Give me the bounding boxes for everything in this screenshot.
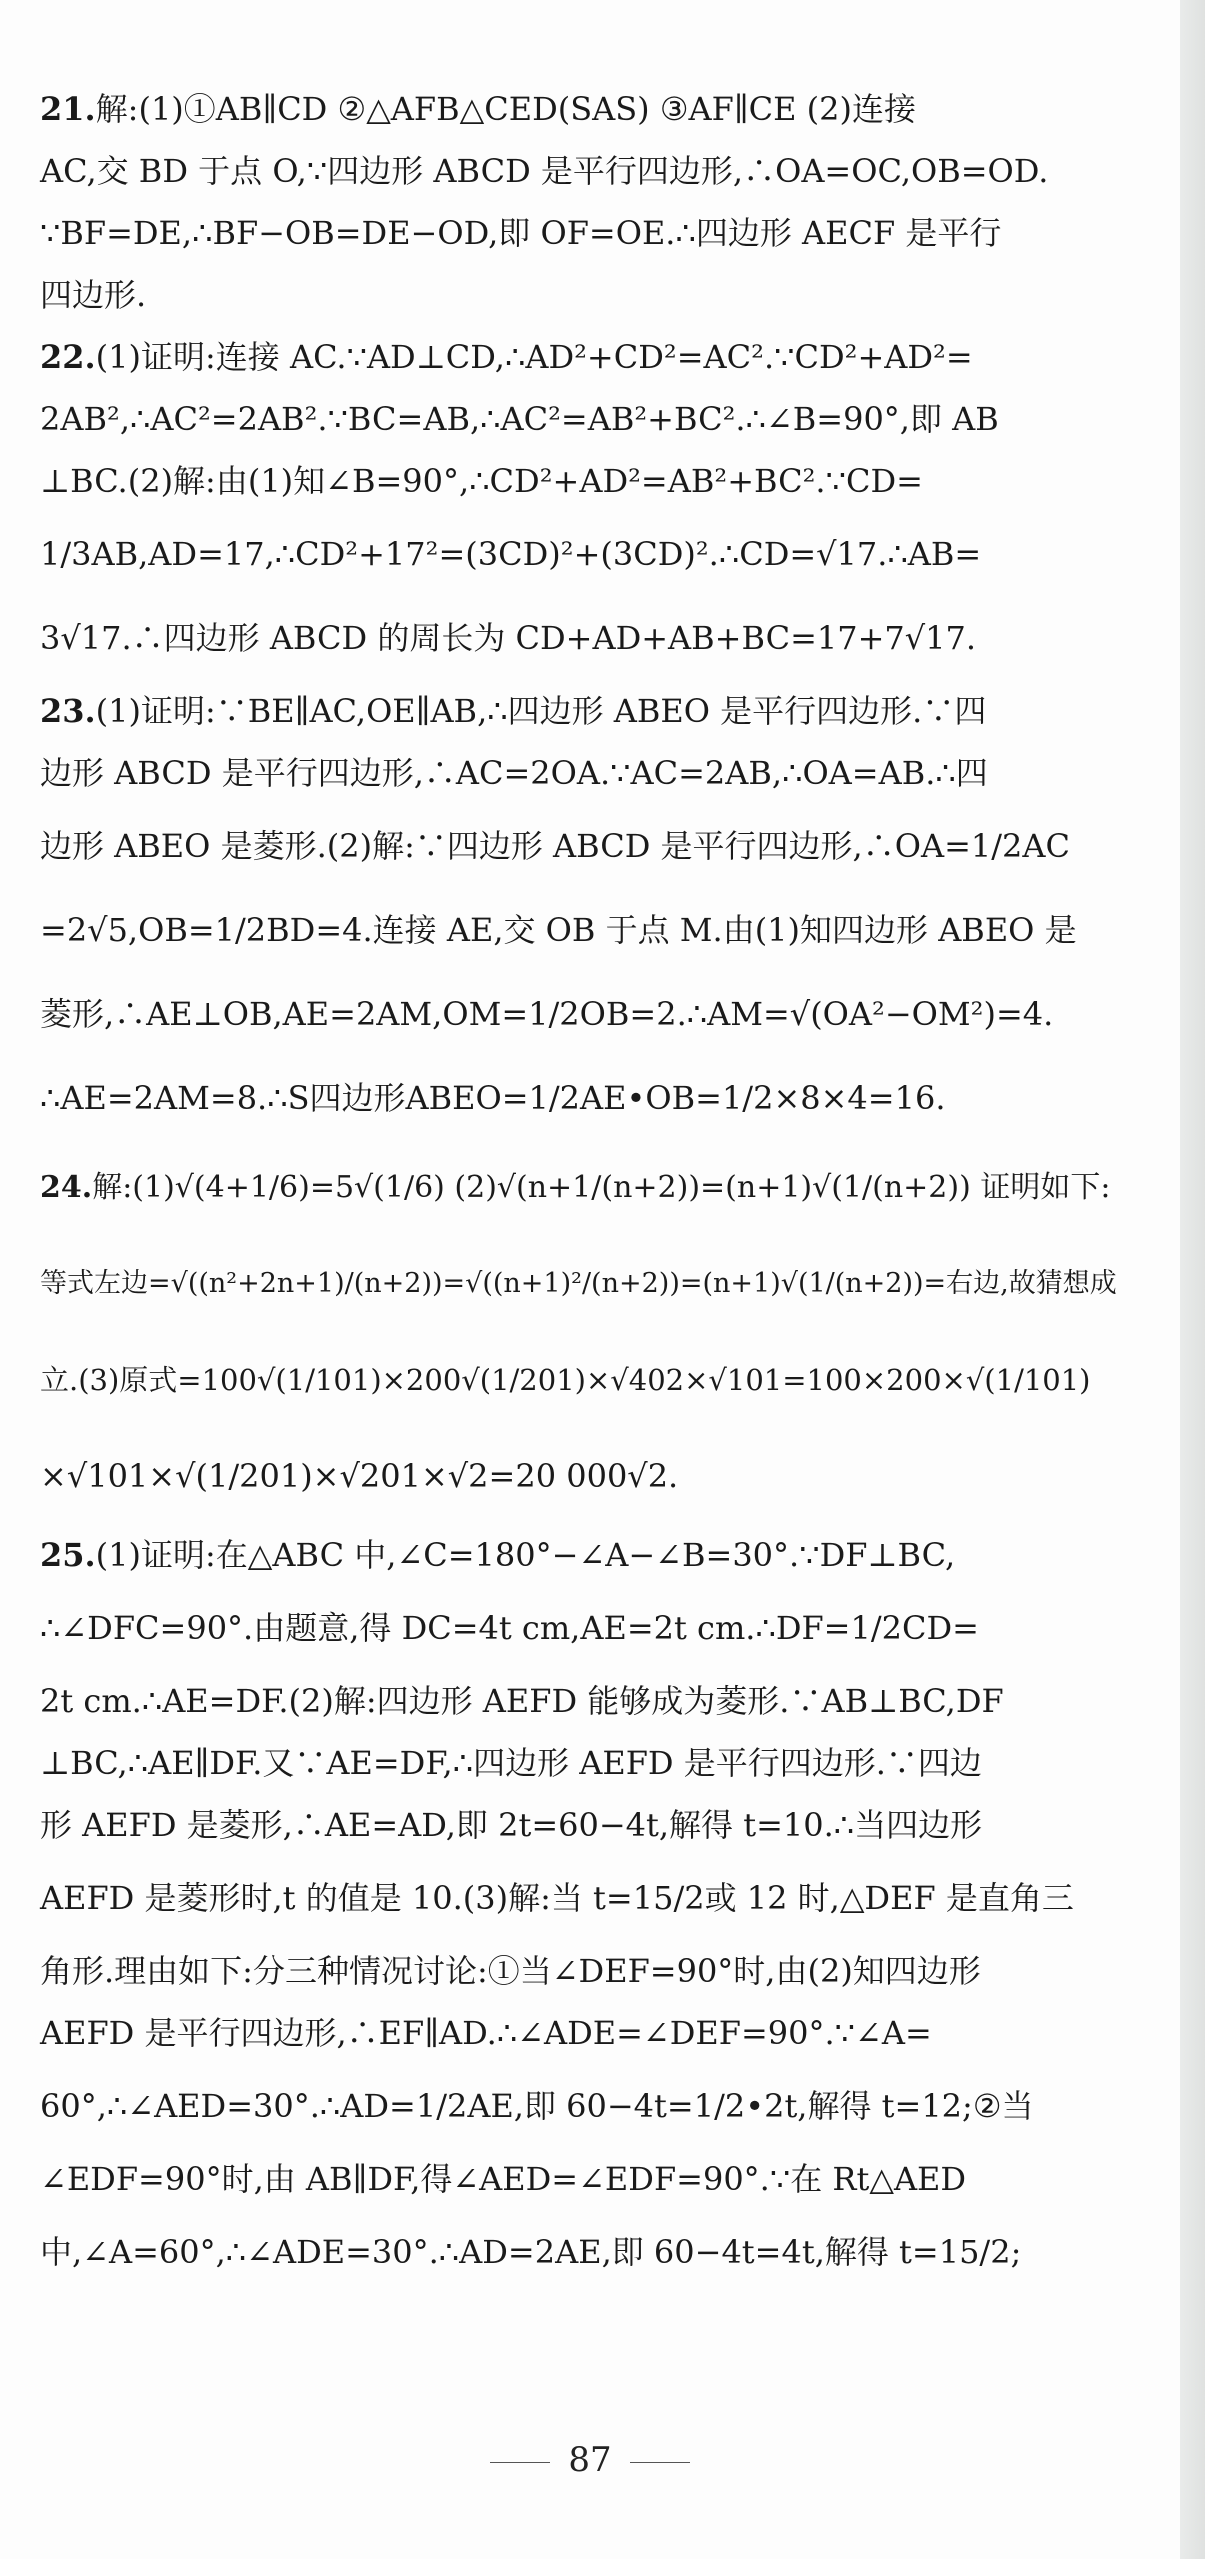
text-line: 23.(1)证明:∵BE∥AC,OE∥AB,∴四边形 ABEO 是平行四边形.∵四 (40, 692, 987, 730)
text-line: 角形.理由如下:分三种情况讨论:①当∠DEF=90°时,由(2)知四边形 (40, 1952, 981, 1990)
page-number: 87 (568, 2440, 612, 2480)
text-line: ⊥BC,∴AE∥DF.又∵AE=DF,∴四边形 AEFD 是平行四边形.∵四边 (40, 1744, 982, 1782)
problem-number: 24. (40, 1170, 93, 1205)
text-line: 等式左边=√((n²+2n+1)/(n+2))=√((n+1)²/(n+2))=(n+1)√(1/(n+2))=右边,故猜想成 (40, 1268, 1117, 1299)
problem-24 (40, 1140, 1120, 1524)
text-line: AC,交 BD 于点 O,∵四边形 ABCD 是平行四边形,∴OA=OC,OB=OD. (40, 152, 1049, 190)
text-line: ∴AE=2AM=8.∴S四边形ABEO=1/2AE•OB=1/2×8×4=16. (40, 1079, 946, 1117)
text-line: 中,∠A=60°,∴∠ADE=30°.∴AD=2AE,即 60−4t=4t,解得 t=15/2; (40, 2233, 1022, 2271)
text-line: 24.解:(1)√(4+1/6)=5√(1/6) (2)√(n+1/(n+2))=(n+1)√(1/(n+2)) 证明如下: (40, 1170, 1111, 1205)
text-line: ×√101×√(1/201)×√201×√2=20 000√2. (40, 1457, 679, 1495)
problem-number: 22. (40, 338, 96, 376)
text-line: 边形 ABEO 是菱形.(2)解:∵四边形 ABCD 是平行四边形,∴OA=1/2AC (40, 827, 1070, 865)
problem-number: 23. (40, 692, 96, 730)
text-line: ∵BF=DE,∴BF−OB=DE−OD,即 OF=OE.∴四边形 AECF 是平行 (40, 214, 1002, 252)
problem-22 (40, 326, 1120, 680)
text-line: 2AB²,∴AC²=2AB².∵BC=AB,∴AC²=AB²+BC².∴∠B=90°,即 AB (40, 400, 999, 438)
footer-dash-right (630, 2462, 690, 2463)
problem-number: 25. (40, 1536, 96, 1574)
text-line: AEFD 是菱形时,t 的值是 10.(3)解:当 t=15/2或 12 时,△DEF 是直角三 (40, 1879, 1074, 1917)
text-line: AEFD 是平行四边形,∴EF∥AD.∴∠ADE=∠DEF=90°.∵∠A= (40, 2014, 932, 2052)
footer-dash-left (490, 2462, 550, 2463)
page-footer (0, 2440, 1180, 2480)
text-line: 1/3AB,AD=17,∴CD²+17²=(3CD)²+(3CD)².∴CD=√17.∴AB= (40, 535, 982, 573)
problem-21 (40, 78, 1120, 326)
text-line: 边形 ABCD 是平行四边形,∴AC=2OA.∵AC=2AB,∴OA=AB.∴四 (40, 754, 988, 792)
problem-23 (40, 680, 1120, 1140)
problem-25 (40, 1524, 1120, 2294)
text-line: 25.(1)证明:在△ABC 中,∠C=180°−∠A−∠B=30°.∵DF⊥BC, (40, 1536, 956, 1574)
text-line: 形 AEFD 是菱形,∴AE=AD,即 2t=60−4t,解得 t=10.∴当四边形 (40, 1806, 983, 1844)
text-line: 四边形. (40, 276, 147, 314)
text-line: 22.(1)证明:连接 AC.∵AD⊥CD,∴AD²+CD²=AC².∵CD²+AD²= (40, 338, 973, 376)
text-line: 21.解:(1)①AB∥CD ②△AFB△CED(SAS) ③AF∥CE (2)连接 (40, 90, 916, 128)
text-line: =2√5,OB=1/2BD=4.连接 AE,交 OB 于点 M.由(1)知四边形 ABEO 是 (40, 911, 1077, 949)
answer-content (40, 78, 1120, 2294)
text-line: ⊥BC.(2)解:由(1)知∠B=90°,∴CD²+AD²=AB²+BC².∵CD= (40, 462, 923, 500)
text-line: 菱形,∴AE⊥OB,AE=2AM,OM=1/2OB=2.∴AM=√(OA²−OM²)=4. (40, 995, 1054, 1033)
text-line: 60°,∴∠AED=30°.∴AD=1/2AE,即 60−4t=1/2•2t,解得 t=12;②当 (40, 2087, 1034, 2125)
text-line: ∠EDF=90°时,由 AB∥DF,得∠AED=∠EDF=90°.∵在 Rt△AED (40, 2160, 967, 2198)
text-line: 立.(3)原式=100√(1/101)×200√(1/201)×√402×√101=100×200×√(1/101) (40, 1363, 1091, 1397)
page-edge (1180, 0, 1205, 2559)
text-line: 2t cm.∴AE=DF.(2)解:四边形 AEFD 能够成为菱形.∵AB⊥BC,DF (40, 1682, 1004, 1720)
problem-number: 21. (40, 90, 96, 128)
text-line: ∴∠DFC=90°.由题意,得 DC=4t cm,AE=2t cm.∴DF=1/2CD= (40, 1609, 979, 1647)
text-line: 3√17.∴四边形 ABCD 的周长为 CD+AD+AB+BC=17+7√17. (40, 619, 977, 657)
